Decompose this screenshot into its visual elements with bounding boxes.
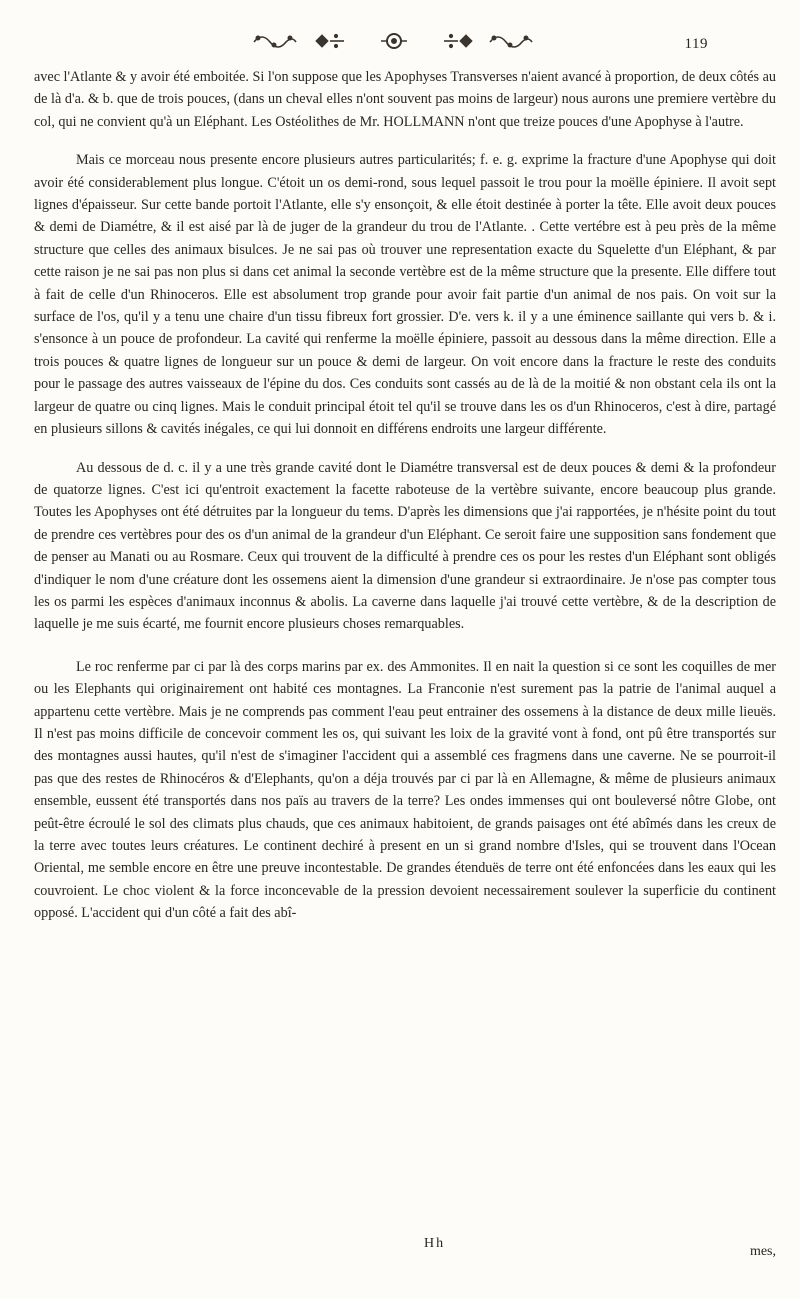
catchword: mes, <box>749 1244 776 1259</box>
paragraph: Le roc renferme par ci par là des corps marins par ex. des Ammonites. Il en nait la question si ce sont les coquilles de mer ou les Elephants qui originairement ont habité ces montagnes. La Franconie n'est surement pas la patrie de l'animal auquel a appartenu cette vertèbre. Mais je ne comprends pas comment l'eau peut entrainer des ossemens à la distance de deux mille lieuës. Il n'est pas moins difficile de concevoir comment les os, qui suivant les loix de la gravité vont à fond, ont pû être transportés sur des montagnes aussi hautes, qu'il n'est de s'imaginer l'accident qui a assemblé ces fragmens dans une caverne. Ne se pourroit-il pas que des restes de Rhinocéros & d'Elephants, qu'on a déja trouvés par ci par là en Allemagne, & même de plusieurs animaux ensemble, eussent été transportés dans nos païs au travers de la terre? Les ondes immenses qui ont bouleversé nôtre Globe, ont peût-être écroulé le sol des climats plus chauds, que ces animaux habitoient, de grands paisages ont été abîmés dans les creux de la terre avec toutes leurs créatures. Le continent dechiré à present en un si grand nombre d'Isles, qui se trouvent dans l'Ocean Oriental, me semble encore en être une preuve incontestable. De grandes étenduës de terre ont été enfoncées dans les eaux qui les couvroient. Le choc violent & la force inconcevable de la pression devoient necessairement soulever la superficie du continent opposé. L'accident qui d'un côté a fait des abî- <box>34 658 776 922</box>
page-number: 119 <box>684 36 708 52</box>
body-text <box>34 66 776 925</box>
paragraph-continuation: avec l'Atlante & y avoir été emboitée. Si l'on suppose que les Apophyses Transverses n'aient avancé à proportion, de deux côtés au de là d'a. & b. que de trois pouces, (dans un cheval elles n'ont souvent pas moins de largeur) nous aurons une premiere vertèbre du col, qui ne convient qu'à un Eléphant. Les Ostéolithes de Mr. HOLLMANN n'ont que treize pouces d'une Apophyse à l'autre. <box>34 69 776 130</box>
book-page <box>34 26 776 1278</box>
signature-mark: Hh <box>424 1236 446 1251</box>
paragraph: Au dessous de d. c. il y a une très grande cavité dont le Diamétre transversal est de deux pouces & demi & la profondeur de quatorze lignes. C'est ici qu'entroit exactement la facette raboteuse de la vertèbre suivante, encore beaucoup plus grande. Toutes les Apophyses ont été détruites par la longueur du tems. D'après les dimensions que j'ai rapportées, je n'hésite point du tout de prendre ces vertèbres pour des os d'un animal de la grandeur d'un Eléphant. Ce seroit faire une supposition sans fondement que de penser au Manati ou au Rosmare. Ceux qui trouvent de la difficulté à prendre ces os pour les restes d'un Eléphant sont obligés d'indiquer le nom d'une créature dont les ossemens aient la dimension d'une grandeur si extraordinaire. Je n'ose pas compter tous les os parmi les espèces d'animaux inconnus & abolis. La caverne dans laquelle j'ai trouvé cette vertèbre, & de la description de laquelle je me suis écarté, me fournit encore plusieurs choses remarquables. <box>34 459 776 633</box>
paragraph: Mais ce morceau nous presente encore plusieurs autres particularités; f. e. g. exprime la fracture d'une Apophyse qui doit avoir été considerablement plus longue. C'étoit un os demi-rond, sous lequel passoit le trou pour la moëlle épiniere. Il avoit sept lignes d'épaisseur. Sur cette bande portoit l'Atlante, elle s'y ensonçoit, & elle étoit destinée à porter la tête. Elle avoit deux pouces & demi de Diamétre, & il est aisé par là de juger de la grandeur du trou de l'Atlante. . Cette vertébre est à peu près de la même structure que celles des animaux bisulces. Je ne sai pas où trouver une representation exacte du Squelette d'un Eléphant, & par cette raison je ne sai pas non plus si dans cet animal la seconde vertèbre est de la même structure que la presente. Elle differe tout à fait de celle d'un Rhinoceros. Elle est absolument trop grande pour avoir fait partie d'un animal de nos pais. On voit sur la surface de l'os, qu'il y a tenu une chaire d'un tissu fibreux fort grossier. D'e. vers k. il y a une éminence saillante qui vers b. & i. s'ensonce à un pouce de profondeur. La cavité qui renferme la moëlle épiniere, passoit au dessous dans la même direction. Elle a trois pouces & quatre lignes de longueur sur un pouce & demi de largeur. On voit encore dans la fracture le reste des conduits pour le passage des autres vaisseaux de l'épine du dos. Ces conduits sont cassés au de là de la moitié & non obstant cela ils ont la largeur de quatre ou cinq lignes. Mais le conduit principal étoit tel qu'il se trouve dans les os d'un Rhinoceros, c'est à dire, partagé en plusieurs sillons & cavités inégales, ce qui lui donnoit en différens endroits une largeur différente. <box>34 152 776 438</box>
floral-headpiece-icon <box>244 30 544 52</box>
